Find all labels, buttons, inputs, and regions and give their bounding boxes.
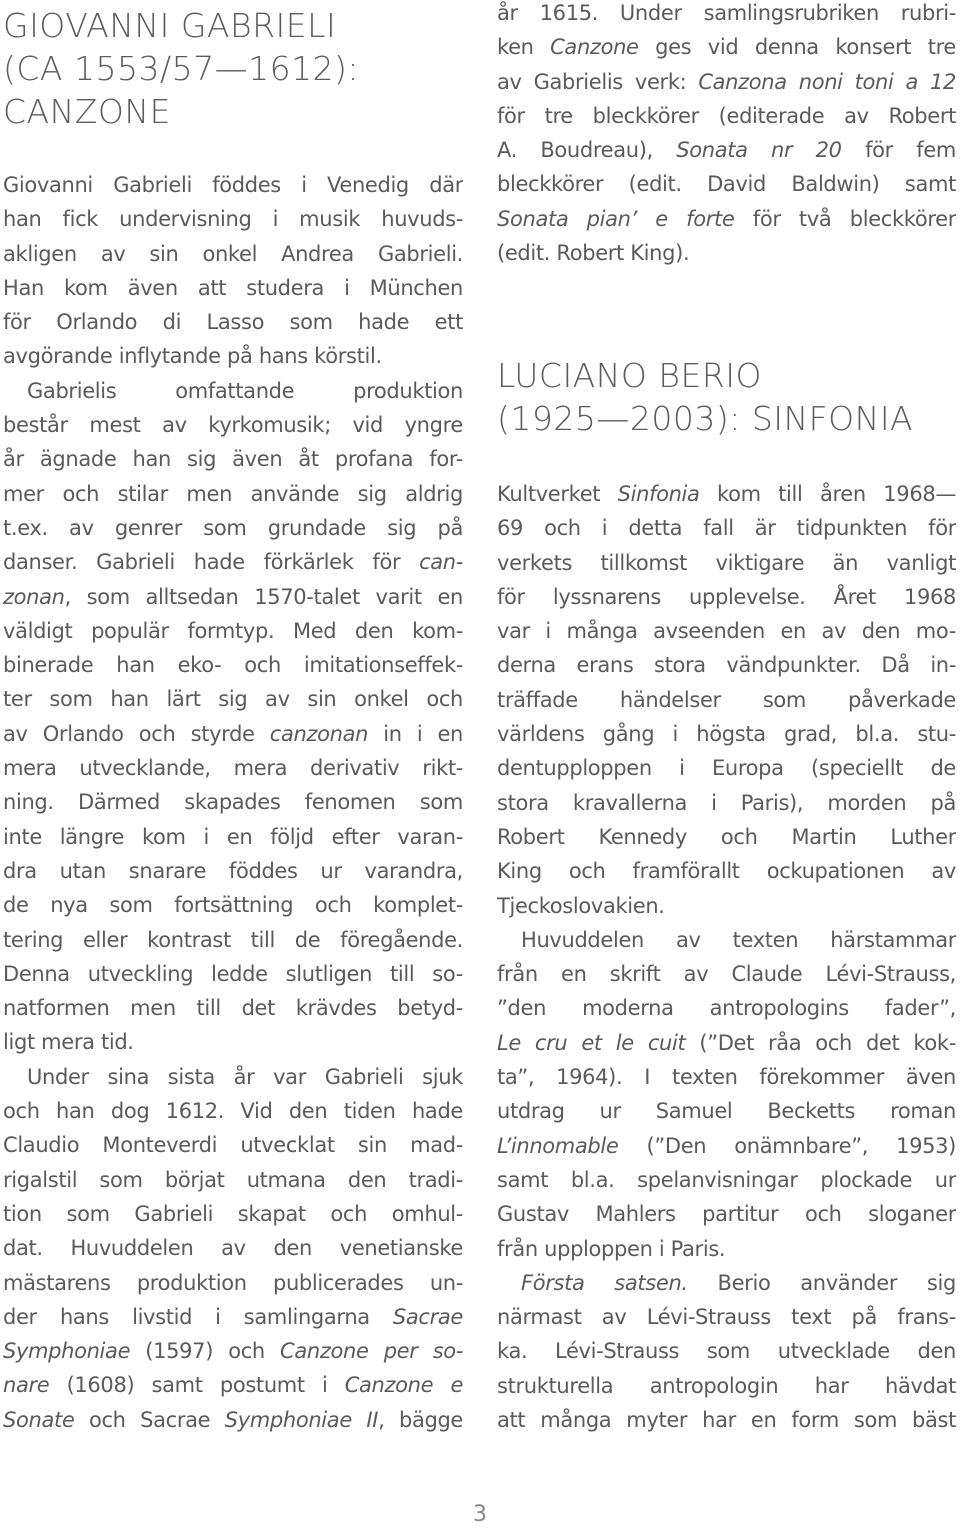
text-line bbox=[3, 1197, 463, 1231]
italic-run: Sonata pian’ e forte bbox=[497, 206, 735, 231]
text-line bbox=[3, 477, 463, 511]
text-run: samt bl.a. spelanvisningar plockade ur bbox=[497, 1167, 956, 1192]
text-run: akligen av sin onkel Andrea Gabrieli. bbox=[3, 241, 463, 266]
text-run: ta”, 1964). I texten förekommer även bbox=[497, 1065, 956, 1090]
italic-run: Sonate bbox=[3, 1407, 75, 1432]
text-line bbox=[497, 133, 956, 167]
text-run: avgörande inflytande på hans körstil. bbox=[3, 344, 382, 369]
text-run: Denna utveckling ledde slutligen till so- bbox=[3, 961, 463, 986]
text-run: ter som han lärt sig av sin onkel och bbox=[3, 687, 463, 712]
text-run: utdrag ur Samuel Becketts roman bbox=[497, 1099, 956, 1124]
italic-run: Symphoniae II bbox=[224, 1407, 379, 1432]
text-run: mer och stilar men använde sig aldrig bbox=[3, 481, 463, 506]
text-line bbox=[3, 1334, 463, 1368]
text-run: dentupploppen i Europa (speciellt de bbox=[497, 756, 956, 781]
text-run: han fick undervisning i musik huvuds- bbox=[3, 207, 463, 232]
text-run: rigalstil som börjat utmana den tradi- bbox=[3, 1167, 463, 1192]
text-line bbox=[3, 614, 463, 648]
text-run: in i en bbox=[368, 721, 463, 746]
text-run: Tjeckoslovakien. bbox=[497, 893, 665, 918]
gabrieli-text-continued bbox=[497, 0, 956, 270]
italic-run: Canzone bbox=[550, 35, 639, 60]
text-line bbox=[497, 1163, 956, 1197]
text-line bbox=[497, 1197, 956, 1231]
text-line bbox=[3, 1128, 463, 1162]
text-run: kom till åren 1968— bbox=[699, 482, 956, 506]
page-number: 3 bbox=[473, 1502, 487, 1527]
berio-heading bbox=[497, 354, 913, 440]
text-run: Han kom även att studera i München bbox=[3, 275, 463, 300]
text-run: Robert Kennedy och Martin Luther bbox=[497, 824, 956, 849]
text-run: världens gång i högsta grad, bl.a. stu- bbox=[497, 722, 956, 747]
text-line bbox=[497, 889, 956, 923]
text-run: av Gabrielis verk: bbox=[497, 69, 699, 94]
text-run: Berio använder sig bbox=[687, 1270, 956, 1295]
italic-run: Sacrae bbox=[392, 1304, 463, 1329]
text-run: att många myter har en form som bäst bbox=[497, 1408, 956, 1433]
text-line bbox=[3, 1368, 463, 1402]
text-line bbox=[497, 820, 956, 854]
text-line bbox=[497, 1369, 956, 1403]
text-run: Kultverket bbox=[497, 482, 618, 506]
text-line bbox=[3, 923, 463, 957]
text-line bbox=[497, 167, 956, 201]
italic-run: Canzone e bbox=[344, 1373, 463, 1398]
text-line bbox=[3, 888, 463, 922]
text-run: t.ex. av genrer som grundade sig på bbox=[3, 515, 463, 540]
text-line bbox=[497, 0, 956, 30]
text-line bbox=[497, 1026, 956, 1060]
italic-run: Canzona noni toni a 12 bbox=[698, 69, 956, 94]
heading-line: (1925—2003): SINFONIA bbox=[497, 399, 914, 438]
text-line bbox=[497, 1300, 956, 1334]
text-line bbox=[3, 442, 463, 476]
text-run: bleckkörer (edit. David Baldwin) samt bbox=[497, 172, 956, 197]
text-run: ka. Lévi-Strauss som utvecklade den bbox=[497, 1339, 956, 1364]
text-line bbox=[497, 717, 956, 751]
text-line bbox=[497, 511, 956, 545]
text-line bbox=[497, 546, 956, 580]
text-run: väldigt populär formtyp. Med den kom- bbox=[3, 618, 463, 643]
text-line bbox=[497, 957, 956, 991]
text-line bbox=[497, 1334, 956, 1368]
text-line bbox=[3, 1060, 463, 1094]
text-line bbox=[3, 1300, 463, 1334]
text-line bbox=[3, 339, 463, 373]
italic-run: zonan bbox=[3, 584, 65, 609]
text-run: dat. Huvuddelen av den venetianske bbox=[3, 1236, 463, 1261]
text-line bbox=[3, 1163, 463, 1197]
gabrieli-heading bbox=[3, 4, 359, 133]
italic-run: canzonan bbox=[269, 721, 369, 746]
text-line bbox=[497, 477, 956, 511]
text-run: för lyssnarens upplevelse. Året 1968 bbox=[497, 584, 956, 609]
text-run: (1608) samt postumt i bbox=[49, 1373, 345, 1398]
berio-text bbox=[497, 477, 956, 1437]
text-line bbox=[3, 271, 463, 305]
text-line bbox=[3, 545, 463, 579]
text-run: och Sacrae bbox=[74, 1407, 225, 1432]
text-line bbox=[3, 717, 463, 751]
text-run: inte längre kom i en följd efter varan- bbox=[3, 824, 463, 849]
text-line bbox=[3, 682, 463, 716]
text-run: för tre bleckkörer (editerade av Robert bbox=[497, 103, 956, 128]
italic-run: Första satsen. bbox=[521, 1270, 688, 1295]
text-run: stora kravallerna i Paris), morden på bbox=[497, 790, 956, 815]
text-run: der hans livstid i samlingarna bbox=[3, 1304, 393, 1329]
text-line bbox=[3, 202, 463, 236]
text-run: Claudio Monteverdi utvecklat sin mad- bbox=[3, 1133, 463, 1158]
italic-run: Le cru et le cuit bbox=[497, 1030, 686, 1055]
text-run: för Orlando di Lasso som hade ett bbox=[3, 310, 463, 335]
text-run: består mest av kyrkomusik; vid yngre bbox=[3, 413, 463, 438]
text-line bbox=[497, 1094, 956, 1128]
text-run: 69 och i detta fall är tidpunkten för bbox=[497, 516, 956, 541]
text-run: år 1615. Under samlingsrubriken rubri- bbox=[497, 1, 956, 25]
text-run: (edit. Robert King). bbox=[497, 241, 690, 266]
text-run: och han dog 1612. Vid den tiden hade bbox=[3, 1099, 463, 1124]
text-run: Gustav Mahlers partitur och sloganer bbox=[497, 1202, 956, 1227]
text-line bbox=[3, 991, 463, 1025]
text-line bbox=[3, 1094, 463, 1128]
text-line bbox=[497, 1060, 956, 1094]
text-line bbox=[3, 648, 463, 682]
italic-run: can- bbox=[419, 550, 463, 575]
text-line bbox=[497, 786, 956, 820]
text-run: King och framförallt ockupationen av bbox=[497, 859, 956, 884]
text-line bbox=[497, 1266, 956, 1300]
text-line bbox=[3, 1231, 463, 1265]
text-run: ken bbox=[497, 35, 551, 60]
text-run: för två bleckkörer bbox=[734, 206, 956, 231]
text-line bbox=[497, 683, 956, 717]
text-run: ligt mera tid. bbox=[3, 1030, 134, 1055]
text-run: natformen men till det krävdes betyd- bbox=[3, 996, 463, 1021]
text-run: från en skrift av Claude Lévi-Strauss, bbox=[497, 962, 956, 987]
text-line bbox=[3, 785, 463, 819]
text-run: (”Den onämnbare”, 1953) bbox=[618, 1133, 956, 1158]
text-line bbox=[3, 854, 463, 888]
text-run: år ägnade han sig även åt profana for- bbox=[3, 447, 463, 472]
text-run: Under sina sista år var Gabrieli sjuk bbox=[27, 1064, 463, 1089]
text-line bbox=[3, 820, 463, 854]
text-line bbox=[3, 237, 463, 271]
text-line bbox=[497, 30, 956, 64]
text-run: , som alltsedan 1570-talet varit en bbox=[64, 584, 463, 609]
text-line bbox=[497, 236, 956, 270]
text-line bbox=[497, 1129, 956, 1163]
text-run: av Orlando och styrde bbox=[3, 721, 270, 746]
text-run: A. Boudreau), bbox=[497, 138, 677, 163]
text-run: strukturella antropologin har hävdat bbox=[497, 1373, 956, 1398]
text-run: binerade han eko- och imitationseffek- bbox=[3, 653, 463, 678]
text-run: verkets tillkomst viktigare än vanligt bbox=[497, 550, 956, 575]
gabrieli-text bbox=[3, 168, 463, 1437]
text-run: dra utan snarare föddes ur varandra, bbox=[3, 858, 463, 883]
heading-line: LUCIANO BERIO bbox=[497, 356, 762, 395]
text-line bbox=[497, 854, 956, 888]
text-line bbox=[3, 1403, 463, 1437]
text-run: ”den moderna antropologins fader”, bbox=[497, 996, 956, 1021]
text-run: , bägge bbox=[378, 1407, 463, 1432]
text-line bbox=[497, 1232, 956, 1266]
text-run: (”Det råa och det kok- bbox=[685, 1030, 956, 1055]
text-run: de nya som fortsättning och komplet- bbox=[3, 893, 463, 918]
text-run: Huvuddelen av texten härstammar bbox=[521, 927, 956, 952]
heading-line: GIOVANNI GABRIELI bbox=[3, 6, 337, 45]
heading-line: CANZONE bbox=[3, 92, 171, 131]
text-line bbox=[3, 957, 463, 991]
text-line bbox=[3, 408, 463, 442]
text-line bbox=[497, 1403, 956, 1437]
text-run: (1597) och bbox=[130, 1339, 281, 1364]
text-line bbox=[497, 202, 956, 236]
text-run: tering eller kontrast till de föregående. bbox=[3, 927, 463, 952]
text-line bbox=[3, 1025, 463, 1059]
text-run: för fem bbox=[841, 138, 956, 163]
text-line bbox=[497, 65, 956, 99]
text-run: danser. Gabrieli hade förkärlek för bbox=[3, 550, 420, 575]
italic-run: Canzone per so- bbox=[280, 1339, 463, 1364]
text-line bbox=[3, 511, 463, 545]
text-line bbox=[497, 99, 956, 133]
text-line bbox=[3, 1266, 463, 1300]
text-line bbox=[497, 648, 956, 682]
text-run: träffade händelser som påverkade bbox=[497, 687, 956, 712]
text-run: ges vid denna konsert tre bbox=[638, 35, 956, 60]
italic-run: Symphoniae bbox=[3, 1339, 131, 1364]
text-run: mera utvecklande, mera derivativ rikt- bbox=[3, 756, 463, 781]
text-line bbox=[497, 751, 956, 785]
text-run: Giovanni Gabrieli föddes i Venedig där bbox=[3, 173, 463, 197]
italic-run: nare bbox=[3, 1373, 50, 1398]
heading-line: (CA 1553/57—1612): bbox=[3, 49, 360, 88]
text-run: från upploppen i Paris. bbox=[497, 1236, 726, 1261]
text-line bbox=[497, 614, 956, 648]
text-line bbox=[3, 580, 463, 614]
text-run: tion som Gabrieli skapat och omhul- bbox=[3, 1201, 463, 1226]
text-run: derna erans stora vändpunkter. Då in- bbox=[497, 653, 956, 678]
italic-run: L’innomable bbox=[497, 1133, 619, 1158]
text-line bbox=[497, 923, 956, 957]
italic-run: Sinfonia bbox=[617, 482, 700, 506]
text-run: mästarens produktion publicerades un- bbox=[3, 1270, 463, 1295]
text-line bbox=[3, 168, 463, 202]
text-line bbox=[3, 751, 463, 785]
text-run: närmast av Lévi-Strauss text på frans- bbox=[497, 1305, 956, 1330]
italic-run: Sonata nr 20 bbox=[676, 138, 842, 163]
text-line bbox=[3, 305, 463, 339]
text-run: Gabrielis omfattande produktion bbox=[27, 378, 463, 403]
text-line bbox=[3, 374, 463, 408]
text-run: ning. Därmed skapades fenomen som bbox=[3, 790, 463, 815]
text-line bbox=[497, 580, 956, 614]
text-line bbox=[497, 991, 956, 1025]
text-run: var i många avseenden en av den mo- bbox=[497, 619, 956, 644]
